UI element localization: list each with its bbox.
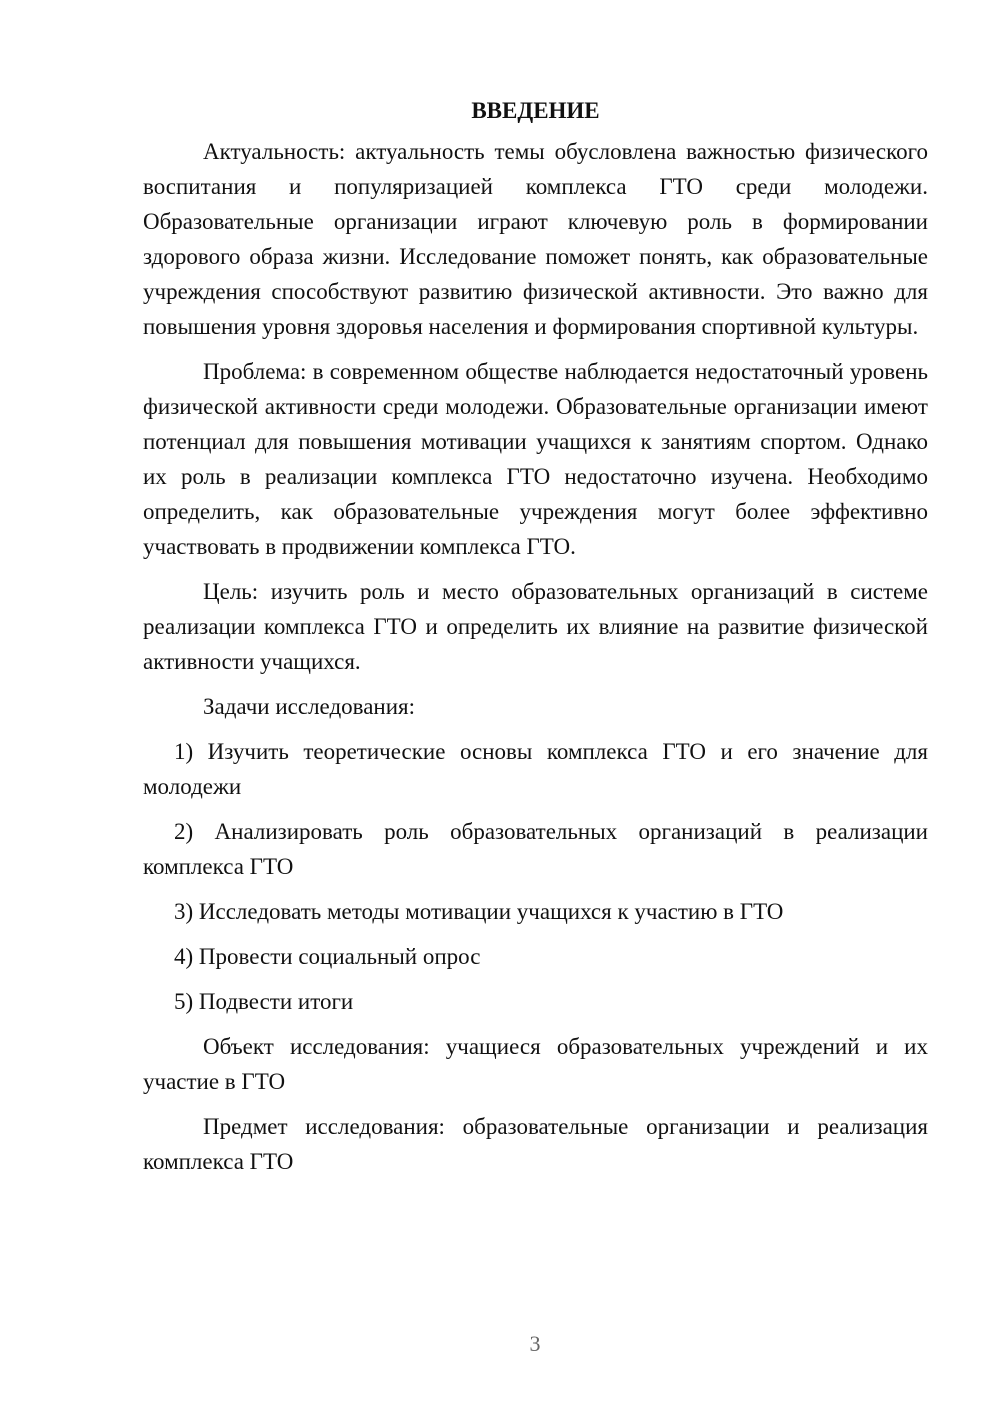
page-number: 3 <box>529 1331 541 1356</box>
goal-paragraph: Цель: изучить роль и место образовательных организаций в системе реализации комплекса ГТО и определить их влияние на развитие физической активности учащихся. <box>143 579 928 674</box>
document-page <box>143 93 928 1189</box>
task-item-3: 3) Исследовать методы мотивации учащихся к участию в ГТО <box>174 899 784 924</box>
research-object-paragraph: Объект исследования: учащиеся образовательных учреждений и их участие в ГТО <box>143 1034 928 1094</box>
tasks-heading: Задачи исследования: <box>203 694 416 719</box>
task-item-1: 1) Изучить теоретические основы комплекса ГТО и его значение для молодежи <box>143 739 928 799</box>
research-subject-paragraph: Предмет исследования: образовательные организации и реализация комплекса ГТО <box>143 1114 928 1174</box>
task-item-5: 5) Подвести итоги <box>174 989 354 1014</box>
task-item-2: 2) Анализировать роль образовательных организаций в реализации комплекса ГТО <box>143 819 928 879</box>
section-title: ВВЕДЕНИЕ <box>471 98 600 123</box>
relevance-paragraph: Актуальность: актуальность темы обусловлена важностью физического воспитания и популяризацией комплекса ГТО среди молодежи. Образовательные организации играют ключевую роль в формировании здорового образа жизни. Исследование поможет понять, как образовательные учреждения способствуют развитию физической активности. Это важно для повышения уровня здоровья населения и формирования спортивной культуры. <box>143 139 928 339</box>
task-item-4: 4) Провести социальный опрос <box>174 944 481 969</box>
problem-paragraph: Проблема: в современном обществе наблюдается недостаточный уровень физической активности среди молодежи. Образовательные организации имеют потенциал для повышения мотивации учащихся к занятиям спортом. Однако их роль в реализации комплекса ГТО недостаточно изучена. Необходимо определить, как образовательные учреждения могут более эффективно участвовать в продвижении комплекса ГТО. <box>143 359 928 559</box>
